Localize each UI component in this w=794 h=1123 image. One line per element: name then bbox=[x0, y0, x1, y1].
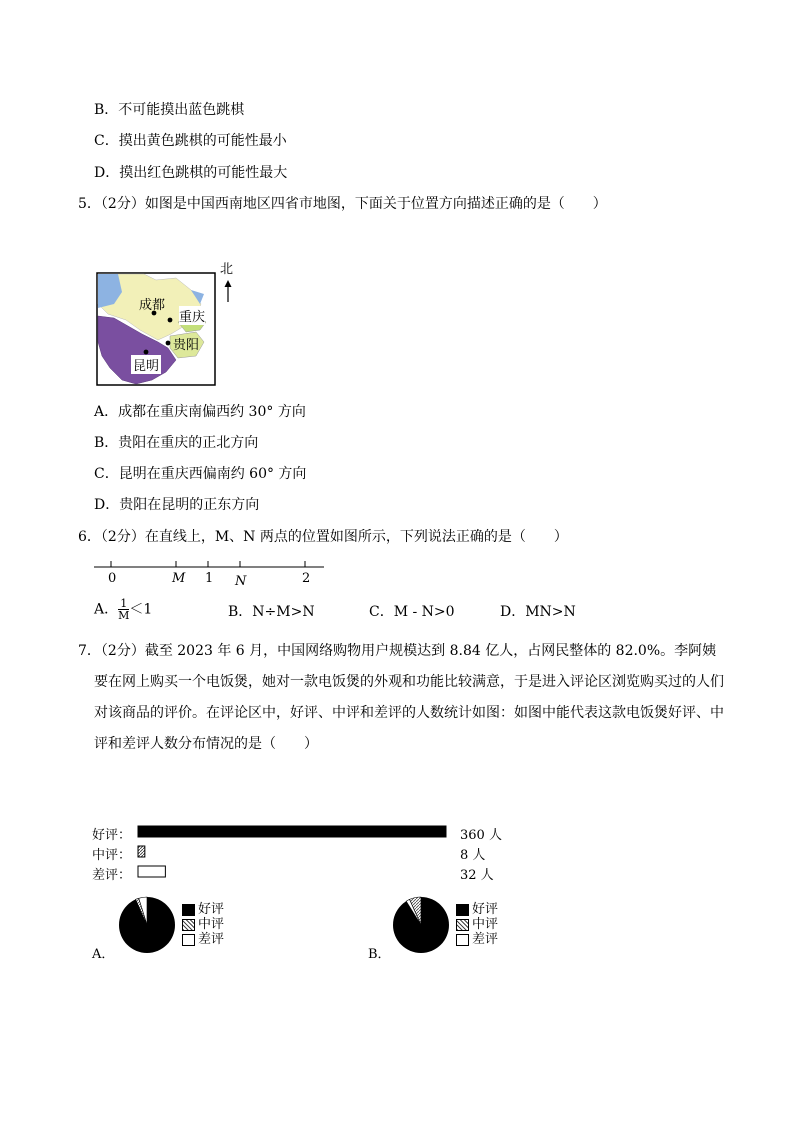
pie-chart-b bbox=[392, 896, 450, 954]
legend-text: 差评 bbox=[198, 932, 225, 947]
legend-text: 中评 bbox=[198, 917, 225, 932]
q5-option-d: D．贵阳在昆明的正东方向 bbox=[94, 497, 260, 513]
bar-0 bbox=[138, 826, 446, 837]
number-line-axis bbox=[92, 557, 332, 571]
legend-text: 好评 bbox=[472, 902, 499, 917]
bar-value-label: 360 人 bbox=[460, 828, 502, 843]
pie-option-b bbox=[368, 895, 528, 962]
q6-option-a bbox=[94, 598, 152, 621]
pie-chart-a bbox=[118, 896, 176, 954]
fraction-denominator: M bbox=[118, 609, 130, 622]
tick-label-0: 0 bbox=[108, 571, 117, 586]
q6-option-a-suffix: ＜1 bbox=[129, 601, 153, 618]
bar-2 bbox=[138, 866, 165, 877]
q5-stem: 5．（2分）如图是中国西南地区四省市地图，下面关于位置方向描述正确的是（ ） bbox=[78, 196, 607, 212]
legend-item-bad bbox=[456, 932, 498, 947]
pie-a-legend bbox=[182, 902, 224, 947]
legend-swatch-white bbox=[182, 934, 195, 946]
q6-option-c: C．M - N>0 bbox=[369, 604, 455, 620]
pie-option-b-label: B． bbox=[368, 947, 391, 962]
legend-item-good bbox=[456, 902, 498, 917]
bar-plot-area bbox=[137, 822, 457, 884]
q6-option-a-prefix: A． bbox=[94, 601, 119, 618]
southwest-china-map bbox=[96, 256, 246, 388]
legend-text: 差评 bbox=[472, 932, 499, 947]
q4-option-c: C．摸出黄色跳棋的可能性最小 bbox=[94, 133, 287, 149]
city-label-chengdu: 成都 bbox=[139, 298, 166, 313]
tick-label-2: 2 bbox=[302, 571, 311, 586]
legend-swatch-hatched bbox=[182, 919, 195, 931]
bar-1 bbox=[138, 846, 145, 857]
legend-swatch-white bbox=[456, 934, 469, 946]
legend-item-good bbox=[182, 902, 224, 917]
q4-option-b: B．不可能摸出蓝色跳棋 bbox=[94, 102, 245, 118]
legend-swatch-black bbox=[182, 904, 195, 916]
city-label-kunming: 昆明 bbox=[131, 355, 161, 374]
legend-swatch-black bbox=[456, 904, 469, 916]
legend-item-bad bbox=[182, 932, 224, 947]
north-label: 北 bbox=[220, 262, 234, 277]
bar-category-label: 差评： bbox=[92, 868, 132, 883]
q6-stem: 6．（2分）在直线上，M、N 两点的位置如图所示，下列说法正确的是（ ） bbox=[78, 529, 568, 545]
fraction bbox=[118, 598, 129, 621]
q7-stem: 7．（2分）截至 2023 年 6 月，中国网络购物用户规模达到 8.84 亿人，占网民整体的 82.0%。李阿姨要在网上购买一个电饭煲，她对一款电饭煲的外观和功能比较满意，于是进入评论区浏览购买过的人们对该商品的评价。在评论区中，好评、中评和差评的人数统计如图：如图中能代表这款电饭煲好评、中评和差评人数分布情况的是（ ） bbox=[78, 643, 724, 752]
number-line bbox=[92, 556, 332, 588]
pie-b-legend bbox=[456, 902, 498, 947]
q5-option-a: A．成都在重庆南偏西约 30° 方向 bbox=[94, 404, 306, 420]
tick-label-n: N bbox=[235, 574, 247, 589]
q5-option-b: B．贵阳在重庆的正北方向 bbox=[94, 435, 259, 451]
legend-item-mid bbox=[456, 917, 498, 932]
tick-label-m: M bbox=[172, 571, 186, 586]
bar-value-label: 8 人 bbox=[460, 848, 486, 863]
tick-label-1: 1 bbox=[205, 571, 214, 586]
q6-option-d: D．MN>N bbox=[500, 604, 576, 620]
bar-category-label: 好评： bbox=[92, 828, 132, 843]
legend-text: 中评 bbox=[472, 917, 499, 932]
review-bar-chart bbox=[92, 822, 512, 884]
pie-option-a-label: A． bbox=[92, 947, 115, 962]
q5-option-c: C．昆明在重庆西偏南约 60° 方向 bbox=[94, 466, 307, 482]
legend-swatch-hatched bbox=[456, 919, 469, 931]
fraction-numerator: 1 bbox=[120, 597, 128, 610]
q4-option-d: D．摸出红色跳棋的可能性最大 bbox=[94, 165, 288, 181]
bar-category-label: 中评： bbox=[92, 848, 132, 863]
bar-value-label: 32 人 bbox=[460, 868, 494, 883]
legend-item-mid bbox=[182, 917, 224, 932]
legend-text: 好评 bbox=[198, 902, 225, 917]
pie-option-a bbox=[92, 895, 252, 962]
city-label-guiyang: 贵阳 bbox=[173, 338, 200, 353]
q6-option-b: B．N÷M>N bbox=[228, 604, 315, 620]
city-label-chongqing: 重庆 bbox=[179, 306, 205, 325]
